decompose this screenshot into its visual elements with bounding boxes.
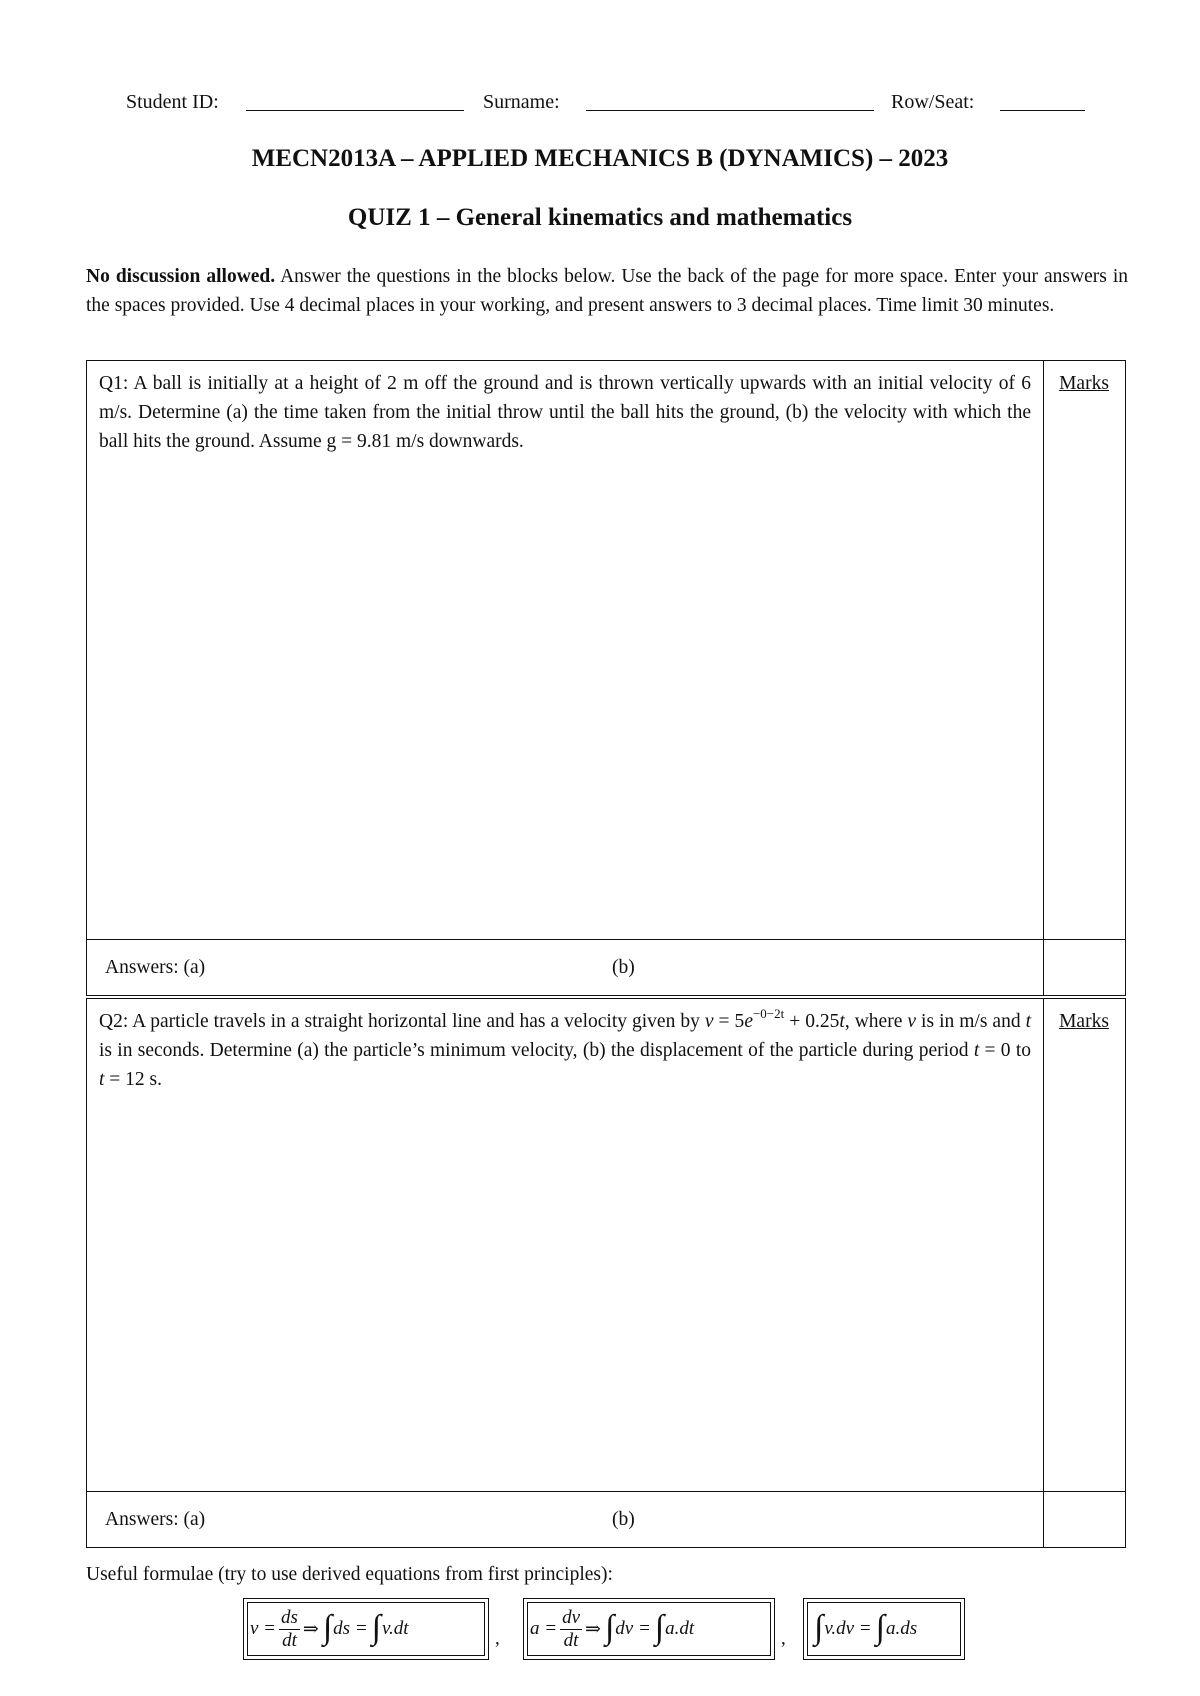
integral-icon: ∫ [654,1609,665,1646]
integral-icon: ∫ [371,1609,381,1646]
useful-formulae-label: Useful formulae (try to use derived equations from first principles): [86,1564,613,1585]
formula-2-num: dv [562,1606,581,1628]
q2-marks-cell [1043,1491,1125,1547]
formula-2-int2: a.dt [665,1618,695,1639]
formula-velocity-box [243,1598,489,1660]
q2-t-symbol-3: t [973,1040,980,1061]
implies-arrow-icon: ⇒ [585,1618,601,1640]
q2-text-4: is in seconds. Determine (a) the particle’s minimum velocity, (b) the displacement of the particle during period [99,1040,969,1061]
integral-icon: ∫ [604,1609,615,1646]
student-id-field[interactable] [246,110,464,111]
formula-energy-box [803,1598,965,1660]
q2-text-3: is in m/s and [921,1011,1021,1032]
q1-marks-label: Marks [1059,373,1109,394]
formula-1-fraction [279,1607,300,1652]
formula-1-den: dt [282,1629,297,1651]
student-id-label: Student ID: [126,91,219,113]
formula-1-num: ds [281,1606,298,1628]
formula-2-den: dt [563,1629,579,1651]
q2-t-symbol-2: t [1025,1011,1032,1032]
formula-separator: , [781,1628,786,1649]
surname-field[interactable] [586,110,874,111]
q2-text-2: , where [844,1011,903,1032]
q2-answer-divider [87,1491,1125,1492]
quiz-subtitle: QUIZ 1 – General kinematics and mathematics [347,204,853,231]
q2-v-symbol-2: v [907,1011,917,1032]
q2-text-1: Q2: A particle travels in a straight horizontal line and has a velocity given by [99,1011,700,1032]
q2-question [99,1007,1031,1094]
implies-arrow-icon: ⇒ [302,1618,319,1640]
q2-exponent: −0−2t [752,1006,785,1021]
formula-1-lhs: v = [250,1618,277,1639]
q1-answer-a-label: Answers: (a) [105,957,206,978]
q2-marks-divider [1043,999,1044,1547]
q1-working-area[interactable] [87,361,1043,939]
q2-t-start: = 0 to [984,1040,1032,1061]
q2-answer-b-label: (b) [612,1509,635,1530]
integral-icon: ∫ [814,1609,824,1646]
q2-t-end: = 12 s. [109,1069,163,1090]
q2-eq-coef: = 5 [718,1011,745,1032]
q2-eq-term: + 0.25 [789,1011,840,1032]
q2-t-symbol-4: t [99,1069,105,1090]
instructions-bold: No discussion allowed. [86,266,276,287]
integral-icon: ∫ [875,1609,885,1646]
formula-1-int2: v.dt [381,1618,409,1639]
q2-t-symbol: t [839,1011,845,1032]
formula-1-int1: ds = [333,1618,368,1639]
q2-v-symbol: v [704,1011,714,1032]
q1-marks-divider [1043,361,1044,995]
instructions [86,262,1128,320]
q1-marks-cell [1043,939,1125,995]
q1-box [86,360,1126,996]
page-title: MECN2013A – APPLIED MECHANICS B (DYNAMICS) – 2023 [251,145,949,172]
formula-separator: , [495,1628,500,1649]
integral-icon: ∫ [322,1609,333,1646]
formula-3-int1: v.dv = [824,1618,872,1639]
row-seat-label: Row/Seat: [891,91,975,113]
q2-marks-label: Marks [1059,1011,1109,1032]
q1-answer-divider [87,939,1125,940]
q1-question: Q1: A ball is initially at a height of 2 m off the ground and is thrown vertically upwards with an initial velocity of 6 m/s. Determine (a) the time taken from the initial throw until the ball hits the ground, (b) the velocity with which the ball hits the ground. Assume g = 9.81 m/s downwards. [99,373,1031,452]
q2-box [86,998,1126,1548]
q2-answer-a-label: Answers: (a) [105,1509,206,1530]
q2-e-symbol: e [744,1011,753,1032]
q1-answer-b-label: (b) [612,957,635,978]
surname-label: Surname: [483,91,560,113]
formula-2-lhs: a = [530,1618,558,1639]
row-seat-field[interactable] [1000,110,1085,111]
formula-2-int1: dv = [615,1618,651,1639]
formula-acceleration-box [523,1598,775,1660]
formula-3-int2: a.ds [885,1618,918,1639]
q2-working-area[interactable] [87,1099,1043,1491]
formula-2-fraction [560,1607,582,1652]
instructions-text: Answer the questions in the blocks below. Use the back of the page for more space. Enter your answers in the spaces provided. Use 4 decimal places in your working, and present answers to 3 decimal places. Time limit 30 minutes. [86,266,1128,316]
